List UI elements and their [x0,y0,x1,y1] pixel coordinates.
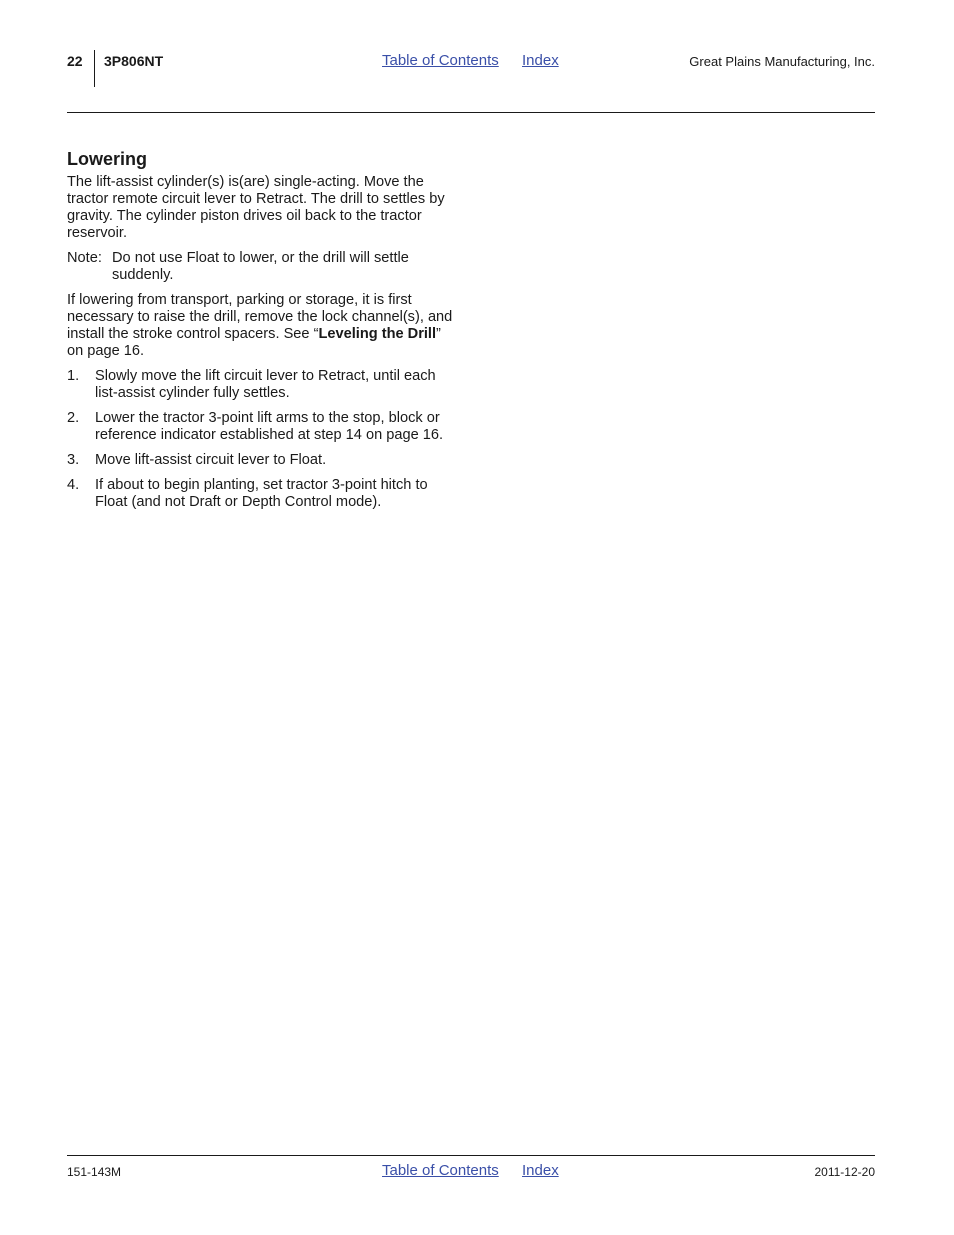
page-number: 22 [67,53,83,69]
content-column [67,148,459,519]
page-footer [67,1155,875,1196]
note-label: Note: [67,250,102,266]
step-item [67,477,459,511]
transport-text-end: ” on page 16. [67,326,441,359]
step-item [67,410,459,444]
transport-paragraph [67,292,459,360]
footer-index-link[interactable]: Index [522,1162,559,1179]
document-number: 151-143M [67,1165,122,1179]
leveling-reference: Leveling the Drill [318,326,437,342]
step-text: Lower the tractor 3-point lift arms to the stop, block or reference indicator established at step 14 on page 16. [95,410,444,443]
transport-text: If lowering from transport, parking or storage, it is first necessary to raise the drill, remove the lock channel(s), and install the stroke control spacers. See “ [67,292,453,342]
step-text: Move lift-assist circuit lever to Float. [95,452,327,468]
step-number: 4. [67,477,80,493]
step-number: 3. [67,452,80,468]
step-text: If about to begin planting, set tractor 3-point hitch to Float (and not Draft or Depth Control mode). [95,477,428,510]
step-number: 1. [67,368,80,384]
steps-list [67,368,459,511]
step-item [67,368,459,402]
revision-date: 2011-12-20 [814,1165,875,1179]
intro-paragraph: The lift-assist cylinder(s) is(are) single-acting. Move the tractor remote circuit lever to Retract. The drill to settles by gravity. The cylinder piston drives oil back to the tractor reservoir. [67,174,445,241]
section-title: Lowering [67,149,147,169]
note-text: Do not use Float to lower, or the drill will settle suddenly. [112,250,409,283]
company-name: Great Plains Manufacturing, Inc. [689,54,875,69]
header-index-link[interactable]: Index [522,52,559,69]
header-toc-link[interactable]: Table of Contents [382,52,499,69]
footer-toc-link[interactable]: Table of Contents [382,1162,499,1179]
header-rule [67,112,875,113]
step-text: Slowly move the lift circuit lever to Retract, until each list-assist cylinder fully settles. [95,368,436,401]
page-header [67,50,875,90]
step-item [67,452,459,469]
header-divider [94,50,95,87]
note [67,250,459,284]
step-number: 2. [67,410,80,426]
model-name: 3P806NT [104,53,164,69]
